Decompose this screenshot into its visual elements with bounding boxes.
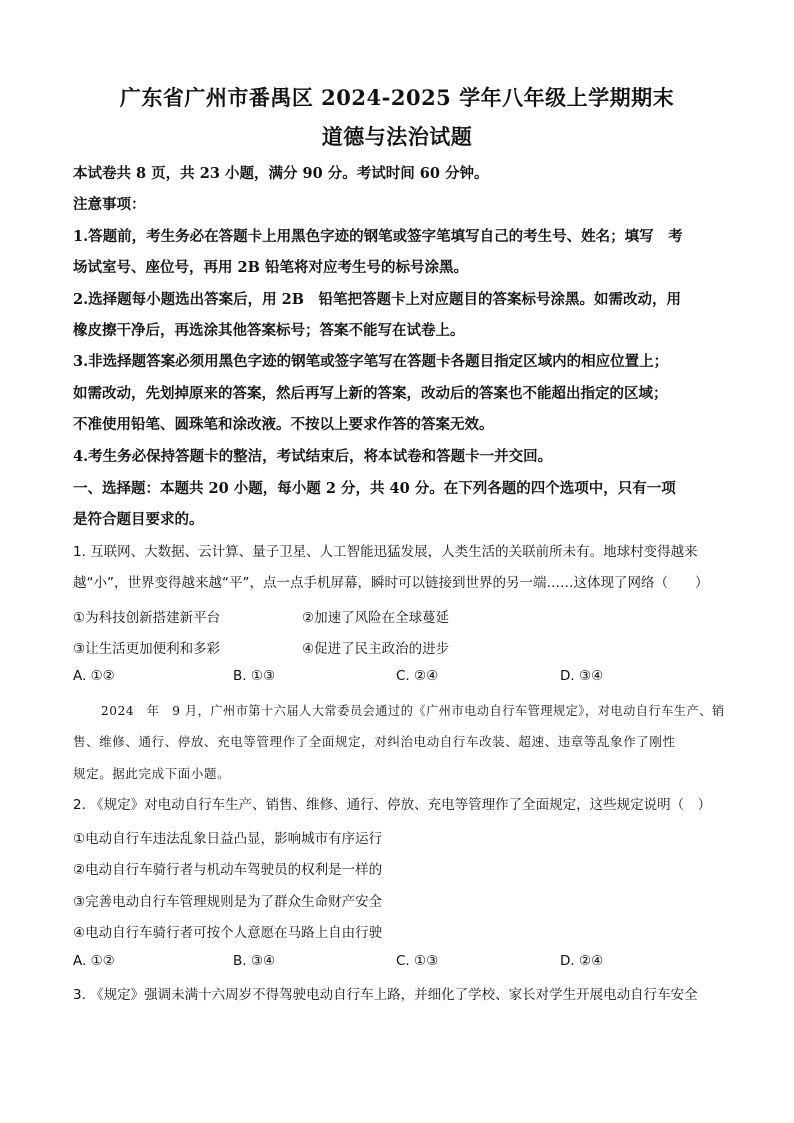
question-1-item: ①为科技创新搭建新平台 <box>73 610 221 626</box>
material-text: 规定。据此完成下面小题。 <box>73 766 231 781</box>
question-1-choice-b: B. ①③ <box>233 668 276 684</box>
exam-title: 广东省广州市番禺区 2024-2025 学年八年级上学期期末 <box>119 85 675 110</box>
question-2-choice-b: B. ③④ <box>233 953 276 969</box>
question-2-item: ②电动自行车骑行者与机动车驾驶员的权利是一样的 <box>73 862 383 878</box>
question-1-item: ②加速了风险在全球蔓延 <box>302 610 450 626</box>
question-2-stem: 2. 《规定》对电动自行车生产、销售、维修、通行、停放、充电等管理作了全面规定，这些规定说明（ ） <box>73 797 712 813</box>
question-1-item: ④促进了民主政治的进步 <box>302 641 450 657</box>
question-1-choice-c: C. ②④ <box>396 668 439 684</box>
question-1-stem: 1. 互联网、大数据、云计算、量子卫星、人工智能迅猛发展，人类生活的关联前所未有。地球村变得越来 <box>73 544 698 560</box>
question-1-choice-d: D. ③④ <box>560 668 604 684</box>
note-line: 如需改动，先划掉原来的答案，然后再写上新的答案，改动后的答案也不能超出指定的区域； <box>73 385 668 402</box>
question-2-item: ④电动自行车骑行者可按个人意愿在马路上自由行驶 <box>73 925 383 941</box>
section-heading: 是符合题目要求的。 <box>73 511 204 528</box>
note-line: 场试室号、座位号，再用 2B 铅笔将对应考生号的标号涂黑。 <box>73 259 468 276</box>
question-2-item: ③完善电动自行车管理规则是为了群众生命财产安全 <box>73 894 383 910</box>
note-line: 不准使用铅笔、圆珠笔和涂改液。不按以上要求作答的答案无效。 <box>73 416 494 433</box>
question-2-choice-c: C. ①③ <box>396 953 439 969</box>
material-text: 售、维修、通行、停放、充电等管理作了全面规定，对纠治电动自行车改装、超速、违章等乱象作了刚性 <box>73 734 676 749</box>
question-2-choice-a: A. ①② <box>73 953 115 969</box>
note-line: 4.考生务必保持答题卡的整洁，考试结束后，将本试卷和答题卡一并交回。 <box>73 448 553 465</box>
exam-subtitle: 道德与法治试题 <box>321 124 473 149</box>
note-line: 2.选择题每小题选出答案后，用 2B 铅笔把答题卡上对应题目的答案标号涂黑。如需改动，用 <box>73 291 682 308</box>
material-text: 2024 年 9 月，广州市第十六届人大常委员会通过的《广州市电动自行车管理规定》，对电动自行车生产、销 <box>101 703 725 718</box>
question-2-choice-d: D. ②④ <box>560 953 604 969</box>
question-1-stem: 越“小”，世界变得越来越“平”，点一点手机屏幕，瞬时可以链接到世界的另一端……这体现了网络（ ） <box>73 575 709 591</box>
note-line: 3.非选择题答案必须用黑色字迹的钢笔或签字笔写在答题卡各题目指定区域内的相应位置上； <box>73 353 669 370</box>
exam-info: 本试卷共 8 页，共 23 小题，满分 90 分。考试时间 60 分钟。 <box>73 165 489 182</box>
note-line: 橡皮擦干净后，再选涂其他答案标号；答案不能写在试卷上。 <box>73 322 465 339</box>
question-1-item: ③让生活更加便利和多彩 <box>73 641 221 657</box>
section-heading: 一、选择题：本题共 20 小题，每小题 2 分，共 40 分。在下列各题的四个选项中，只有一项 <box>73 480 676 497</box>
question-2-item: ①电动自行车违法乱象日益凸显，影响城市有序运行 <box>73 831 383 847</box>
notice-label: 注意事项： <box>73 196 146 213</box>
question-3-stem: 3. 《规定》强调未满十六周岁不得驾驶电动自行车上路，并细化了学校、家长对学生开展电动自行车安全 <box>73 987 698 1003</box>
note-line: 1.答题前，考生务必在答题卡上用黑色字迹的钢笔或签字笔填写自己的考生号、姓名；填写 考 <box>73 228 683 245</box>
question-1-choice-a: A. ①② <box>73 668 115 684</box>
